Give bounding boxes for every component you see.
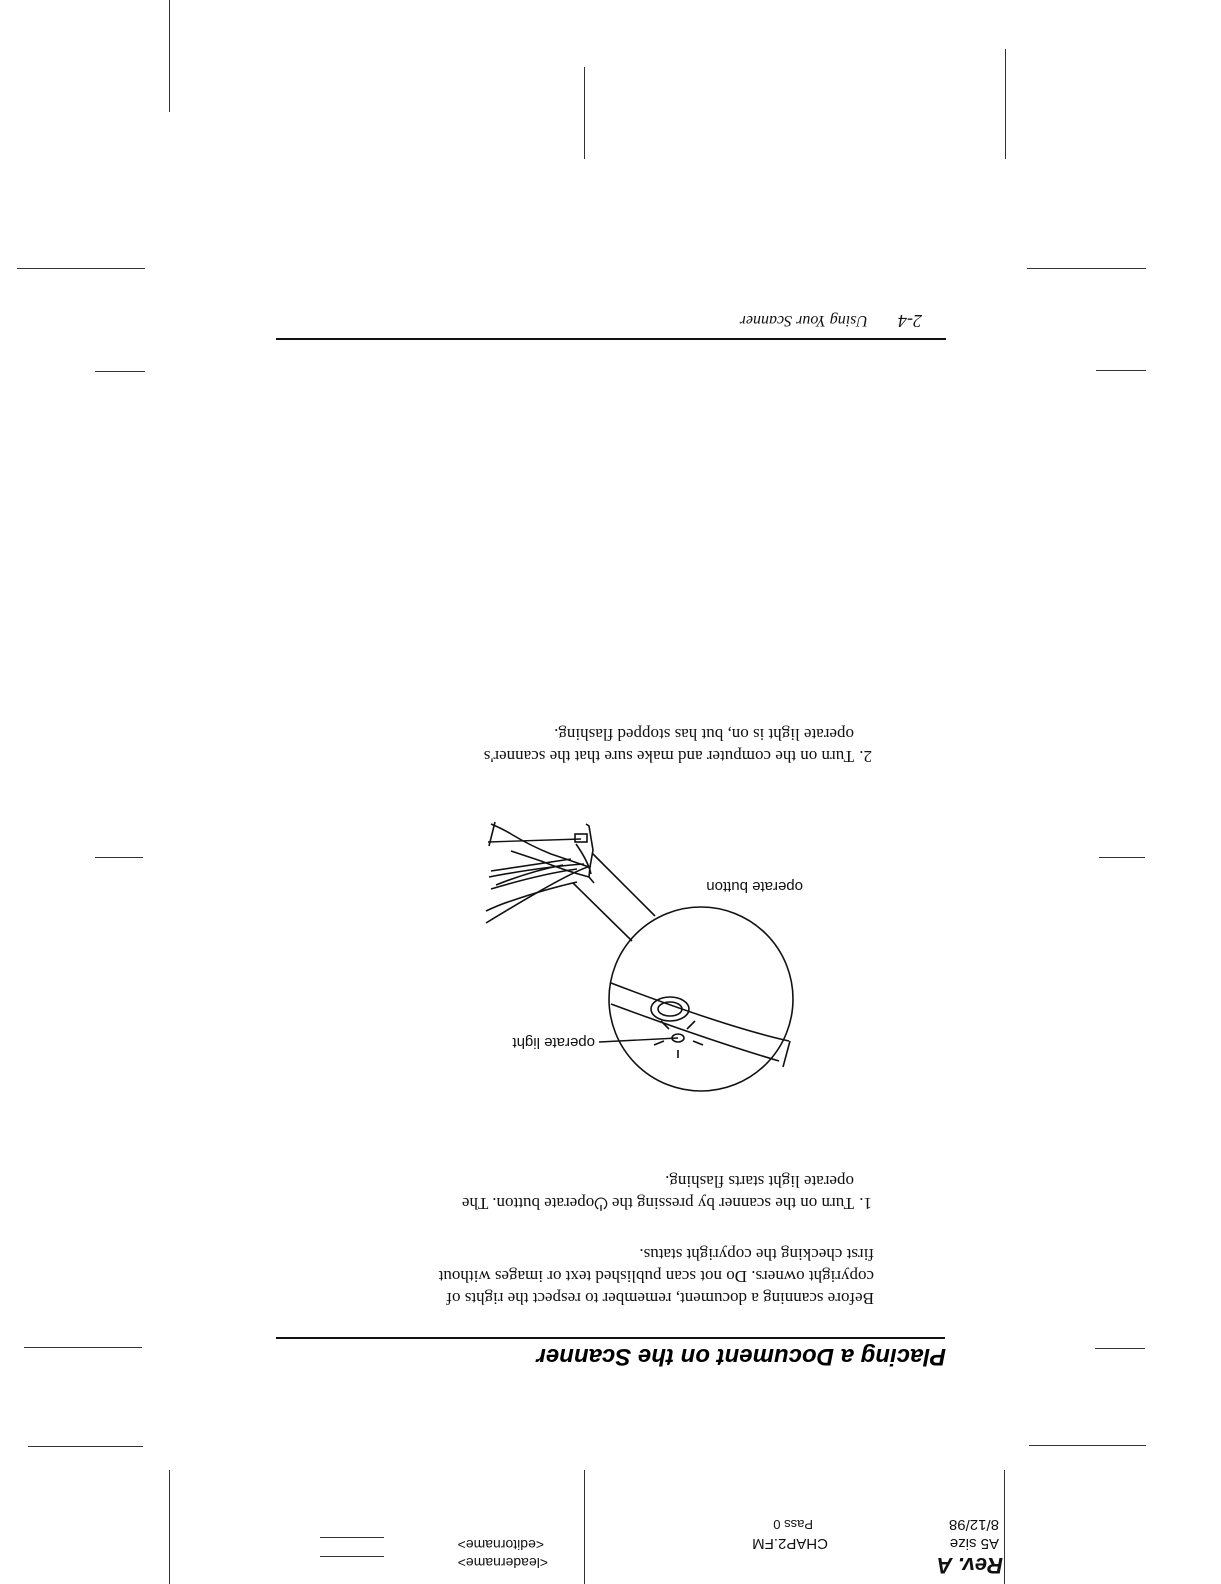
crop-mark: [1096, 370, 1146, 371]
intro-line: Before scanning a document, remember to respect the rights of: [446, 1289, 874, 1308]
step-text: Turn on the computer and make sure that the scanner's: [483, 747, 854, 766]
crop-mark: [28, 1446, 143, 1447]
step-text: operate button. The: [461, 1194, 595, 1213]
scanner-body: [586, 824, 594, 883]
intro-line: copyright owners. Do not scan published text or images without: [438, 1267, 874, 1286]
crop-mark: [1005, 49, 1006, 159]
step-1: [264, 1170, 872, 1214]
panel-edge: [611, 983, 789, 1041]
callout-line-button: [488, 839, 581, 842]
signature-line: [320, 1537, 384, 1538]
heading-rule: [276, 1337, 945, 1339]
editorname-label: <editorname>: [457, 1537, 544, 1553]
callout-line-light: [599, 1038, 678, 1042]
crop-mark: [1027, 268, 1146, 269]
light-ray: [687, 1021, 695, 1029]
leadername-label: <leadername>: [457, 1555, 548, 1571]
crop-mark: [1095, 1348, 1145, 1349]
step-2: [264, 723, 872, 767]
running-title: Using Your Scanner: [739, 312, 868, 329]
light-ray: [693, 1041, 703, 1045]
step-text: Turn on the scanner by pressing the: [607, 1194, 854, 1213]
step-number: 2.: [859, 747, 872, 766]
pass-label: Pass 0: [773, 1517, 813, 1532]
magnifier-circle: [609, 907, 793, 1091]
panel-edge: [783, 1041, 790, 1067]
crop-mark: [95, 857, 143, 858]
step-number: 1.: [859, 1194, 872, 1213]
crop-mark: [169, 0, 170, 112]
crop-mark: [17, 268, 145, 269]
crop-mark: [95, 371, 145, 372]
scanner-illustration: [441, 819, 821, 1129]
crop-mark: [1029, 1445, 1146, 1446]
magnifier-leader: [573, 883, 632, 941]
operate-button-slot: [575, 834, 587, 842]
step-text: operate light is on, but has stopped flashing.: [554, 725, 854, 744]
intro-paragraph: [274, 1243, 874, 1309]
crop-mark: [584, 67, 585, 159]
intro-line: first checking the copyright status.: [639, 1245, 874, 1264]
crop-mark: [24, 1347, 142, 1348]
crop-mark: [1004, 1470, 1005, 1584]
callout-operate-button: operate button: [706, 878, 803, 895]
step-text: operate light starts flashing.: [665, 1172, 854, 1191]
crop-mark: [1099, 857, 1145, 858]
file-label: CHAP2.FM: [752, 1535, 828, 1552]
light-ray: [654, 1041, 664, 1045]
crop-mark: [169, 1470, 170, 1584]
section-heading: Placing a Document on the Scanner: [536, 1343, 946, 1370]
callout-operate-light: operate light: [512, 1034, 595, 1051]
header-rule: [276, 338, 946, 340]
power-icon: ⏻: [594, 1194, 608, 1213]
page-number: 2-4: [898, 311, 922, 331]
date-label: 8/12/98: [948, 1516, 999, 1533]
scanner-lid: [576, 844, 591, 874]
size-label: A5 size: [949, 1535, 999, 1552]
rev-label: Rev. A: [936, 1553, 1003, 1578]
crop-mark: [584, 1470, 585, 1584]
signature-line: [320, 1556, 384, 1557]
magnifier-leader: [592, 853, 655, 916]
